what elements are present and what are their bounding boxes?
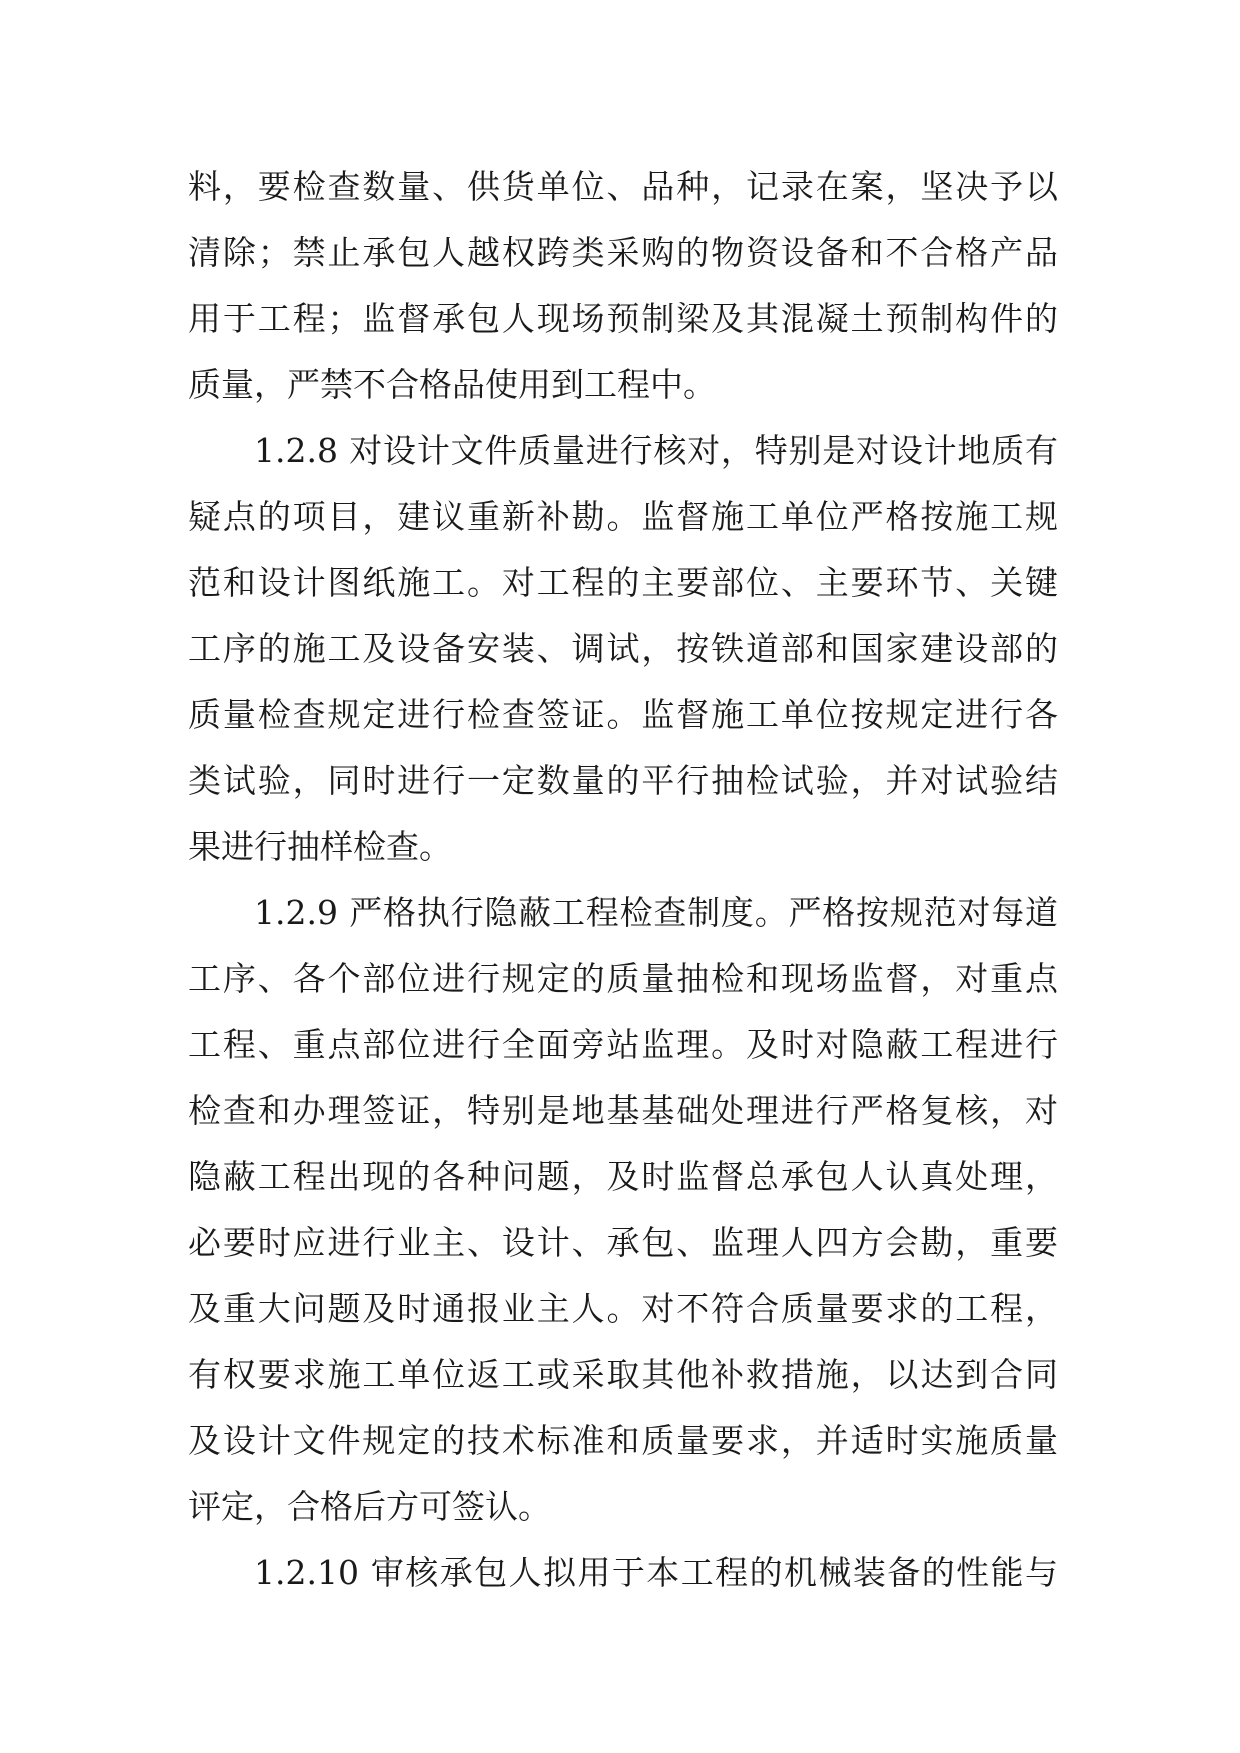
text-line: 质量检查规定进行检查签证。监督施工单位按规定进行各 (188, 695, 1058, 734)
text-line: 隐蔽工程出现的各种问题，及时监督总承包人认真处理， (188, 1157, 1058, 1196)
text-line: 及设计文件规定的技术标准和质量要求，并适时实施质量 (188, 1421, 1058, 1460)
text-line: 质量，严禁不合格品使用到工程中。 (188, 365, 716, 404)
paragraph-heading-1-2-9: 1.2.9 严格执行隐蔽工程检查制度。严格按规范对每道 (254, 893, 1058, 932)
text-line: 检查和办理签证，特别是地基基础处理进行严格复核，对 (188, 1091, 1058, 1130)
text-line: 类试验，同时进行一定数量的平行抽检试验，并对试验结 (188, 761, 1058, 800)
text-line: 评定，合格后方可签认。 (188, 1487, 551, 1526)
text-line: 工序、各个部位进行规定的质量抽检和现场监督，对重点 (188, 959, 1058, 998)
text-line: 必要时应进行业主、设计、承包、监理人四方会勘，重要 (188, 1223, 1058, 1262)
text-line: 用于工程；监督承包人现场预制梁及其混凝土预制构件的 (188, 299, 1058, 338)
text-line: 范和设计图纸施工。对工程的主要部位、主要环节、关键 (188, 563, 1058, 602)
text-line: 疑点的项目，建议重新补勘。监督施工单位严格按施工规 (188, 497, 1058, 536)
text-line: 果进行抽样检查。 (188, 827, 452, 866)
text-line: 工程、重点部位进行全面旁站监理。及时对隐蔽工程进行 (188, 1025, 1058, 1064)
text-line: 清除；禁止承包人越权跨类采购的物资设备和不合格产品 (188, 233, 1058, 272)
text-line: 料，要检查数量、供货单位、品种，记录在案，坚决予以 (188, 167, 1058, 206)
document-body (188, 154, 1058, 1606)
text-line: 工序的施工及设备安装、调试，按铁道部和国家建设部的 (188, 629, 1058, 668)
text-line: 有权要求施工单位返工或采取其他补救措施，以达到合同 (188, 1355, 1058, 1394)
paragraph-heading-1-2-10: 1.2.10 审核承包人拟用于本工程的机械装备的性能与 (254, 1553, 1058, 1592)
text-line: 及重大问题及时通报业主人。对不符合质量要求的工程， (188, 1289, 1058, 1328)
paragraph-heading-1-2-8: 1.2.8 对设计文件质量进行核对，特别是对设计地质有 (254, 431, 1058, 470)
